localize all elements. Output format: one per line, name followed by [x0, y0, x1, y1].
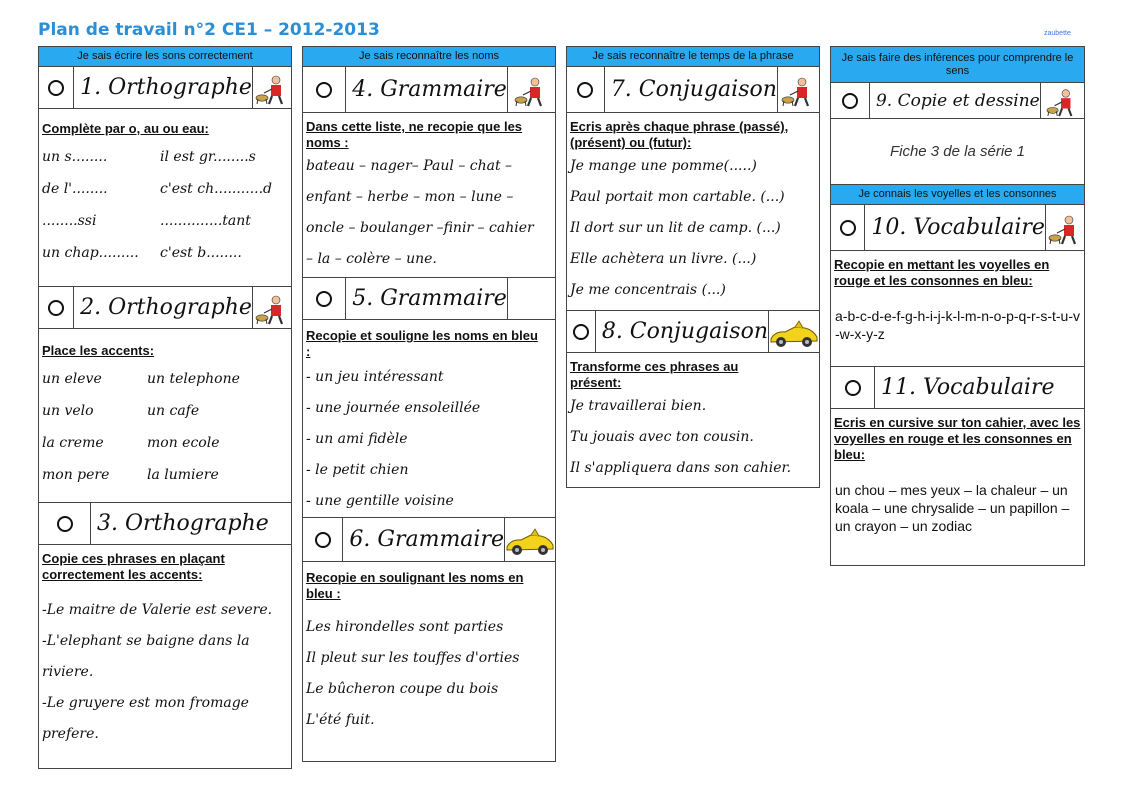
exercise-7-lines: [567, 151, 819, 306]
list-item: un eleve: [42, 371, 102, 387]
exercise-1-header[interactable]: [39, 67, 291, 109]
list-item: un cafe: [147, 403, 200, 419]
exercise-1-instruction: Complète par o, au ou eau:: [42, 121, 209, 136]
exercise-5-lines: [303, 360, 555, 517]
skill-header: Je sais reconnaître le temps de la phrase: [567, 47, 819, 67]
column-conjugaison: [566, 46, 820, 488]
list-item: L'été fuit.: [306, 712, 375, 728]
checkbox-circle-icon[interactable]: [303, 67, 346, 112]
checkbox-circle-icon[interactable]: [831, 205, 865, 250]
exercise-11-text: un chou – mes yeux – la chaleur – un koala – une chrysalide – un papillon – un crayon – un zodiac: [835, 482, 1070, 534]
walker-dog-icon: [507, 67, 555, 112]
list-item: un telephone: [147, 371, 240, 387]
list-item: bateau – nager– Paul – chat –: [306, 158, 513, 174]
list-item: prefere.: [42, 726, 99, 742]
exercise-3-lines: [39, 583, 291, 750]
list-item: il est gr........s: [160, 149, 256, 165]
exercise-8-lines: [567, 391, 819, 484]
list-item: -Le gruyere est mon fromage: [42, 695, 249, 711]
list-item: Je travaillerai bien.: [570, 398, 707, 414]
list-item: de l'........: [42, 181, 108, 197]
exercise-11-title: 11. Vocabulaire: [881, 375, 1055, 400]
list-item: Il s'appliquera dans son cahier.: [570, 460, 792, 476]
walker-dog-icon: [252, 287, 291, 328]
walker-dog-icon: [777, 67, 819, 112]
list-item: -Le maitre de Valerie est severe.: [42, 602, 273, 618]
list-item: Les hirondelles sont parties: [306, 619, 504, 635]
list-item: Il pleut sur les touffes d'orties: [306, 650, 520, 666]
exercise-7-instruction: Ecris après chaque phrase (passé), (présent) ou (futur):: [570, 119, 789, 150]
walker-dog-icon: [1045, 205, 1084, 250]
exercise-11-body: [831, 409, 1084, 539]
list-item: mon ecole: [147, 435, 220, 451]
list-item: - une journée ensoleillée: [306, 400, 481, 416]
checkbox-circle-icon[interactable]: [39, 67, 74, 108]
exercise-3-body: [39, 545, 291, 750]
list-item: un velo: [42, 403, 94, 419]
checkbox-circle-icon[interactable]: [303, 518, 343, 561]
exercise-2-title: 2. Orthographe: [80, 295, 252, 320]
exercise-1-body: [39, 109, 291, 287]
exercise-4-header[interactable]: [303, 67, 555, 113]
list-item: - une gentille voisine: [306, 493, 454, 509]
list-item: Le bûcheron coupe du bois: [306, 681, 499, 697]
race-car-icon: [504, 518, 555, 561]
exercise-4-instruction: Dans cette liste, ne recopie que les noms :: [306, 119, 523, 150]
list-item: Elle achètera un livre. (...): [570, 251, 757, 267]
exercise-5-title: 5. Grammaire: [352, 286, 507, 311]
checkbox-circle-icon[interactable]: [567, 67, 605, 112]
exercise-4-lines: [303, 151, 555, 275]
exercise-3-instruction: Copie ces phrases en plaçant correctement les accents:: [42, 551, 225, 582]
skill-header: Je sais reconnaître les noms: [303, 47, 555, 67]
column-inferences-vocabulaire: [830, 46, 1085, 566]
exercise-8-header[interactable]: [567, 311, 819, 353]
list-item: un chap.........: [42, 245, 139, 261]
exercise-6-header[interactable]: [303, 518, 555, 562]
exercise-10-text: a-b-c-d-e-f-g-h-i-j-k-l-m-n-o-p-q-r-s-t-u-v-w-x-y-z: [835, 308, 1080, 342]
exercise-10-header[interactable]: [831, 205, 1084, 251]
list-item: Paul portait mon cartable. (...): [570, 189, 785, 205]
list-item: c'est b........: [160, 245, 242, 261]
checkbox-circle-icon[interactable]: [831, 83, 870, 118]
exercise-9-text: Fiche 3 de la série 1: [889, 143, 1026, 160]
checkbox-circle-icon[interactable]: [303, 278, 346, 319]
list-item: - un jeu intéressant: [306, 369, 444, 385]
walker-dog-icon: [1040, 83, 1084, 118]
list-item: – la – colère – une.: [306, 251, 437, 267]
race-car-icon: [768, 311, 819, 352]
checkbox-circle-icon[interactable]: [831, 367, 875, 408]
skill-header: Je connais les voyelles et les consonnes: [831, 185, 1084, 205]
exercise-11-header[interactable]: [831, 367, 1084, 409]
exercise-3-title: 3. Orthographe: [97, 511, 269, 536]
list-item: ........ssi: [42, 213, 97, 229]
exercise-2-instruction: Place les accents:: [42, 343, 155, 358]
skill-header: Je sais écrire les sons correctement: [39, 47, 291, 67]
exercise-6-lines: [303, 602, 555, 736]
exercise-7-body: [567, 113, 819, 311]
exercise-5-instruction: Recopie et souligne les noms en bleu :: [306, 328, 538, 359]
empty-icon-slot: [507, 278, 555, 319]
exercise-6-title: 6. Grammaire: [349, 527, 504, 552]
exercise-1-title: 1. Orthographe: [80, 75, 252, 100]
exercise-1-items: [39, 137, 291, 269]
list-item: mon pere: [42, 467, 110, 483]
exercise-5-body: [303, 320, 555, 518]
column-grammaire: [302, 46, 556, 762]
list-item: c'est ch...........d: [160, 181, 273, 197]
exercise-7-header[interactable]: [567, 67, 819, 113]
list-item: Je mange une pomme(.....): [570, 158, 757, 174]
exercise-9-title: 9. Copie et dessine: [875, 90, 1040, 111]
list-item: la lumiere: [147, 467, 219, 483]
exercise-6-instruction: Recopie en soulignant les noms en bleu :: [306, 570, 524, 601]
exercise-10-instruction: Recopie en mettant les voyelles en rouge et les consonnes en bleu:: [834, 257, 1050, 288]
list-item: Il dort sur un lit de camp. (...): [570, 220, 781, 236]
walker-dog-icon: [252, 67, 291, 108]
list-item: la creme: [42, 435, 104, 451]
list-item: - un ami fidèle: [306, 431, 408, 447]
list-item: ..............tant: [160, 213, 251, 229]
exercise-2-body: [39, 329, 291, 503]
exercise-5-header[interactable]: [303, 278, 555, 320]
list-item: riviere.: [42, 664, 94, 680]
exercise-4-body: [303, 113, 555, 278]
exercise-10-body: [831, 251, 1084, 367]
author-label: zaubette: [1044, 30, 1071, 37]
exercise-8-body: [567, 353, 819, 484]
exercise-8-instruction: Transforme ces phrases au présent:: [570, 359, 739, 390]
list-item: un s........: [42, 149, 108, 165]
list-item: Tu jouais avec ton cousin.: [570, 429, 754, 445]
exercise-3-header[interactable]: [39, 503, 291, 545]
list-item: enfant – herbe – mon – lune –: [306, 189, 514, 205]
skill-header: Je sais faire des inférences pour comprendre le sens: [831, 47, 1084, 83]
exercise-10-title: 10. Vocabulaire: [871, 215, 1045, 240]
list-item: - le petit chien: [306, 462, 409, 478]
exercise-8-title: 8. Conjugaison: [601, 319, 768, 344]
exercise-2-header[interactable]: [39, 287, 291, 329]
list-item: -L'elephant se baigne dans la: [42, 633, 250, 649]
list-item: oncle – boulanger –finir – cahier: [306, 220, 534, 236]
column-orthographe: [38, 46, 292, 769]
checkbox-circle-icon[interactable]: [39, 287, 74, 328]
exercise-9-body: [831, 119, 1084, 185]
list-item: Je me concentrais (...): [570, 282, 726, 298]
exercise-7-title: 7. Conjugaison: [610, 77, 777, 102]
exercise-9-header[interactable]: [831, 83, 1084, 119]
exercise-6-body: [303, 562, 555, 736]
exercise-11-instruction: Ecris en cursive sur ton cahier, avec les voyelles en rouge et les consonnes en bleu:: [834, 415, 1081, 462]
checkbox-circle-icon[interactable]: [567, 311, 596, 352]
page-title: Plan de travail n°2 CE1 – 2012-2013: [38, 20, 380, 40]
checkbox-circle-icon[interactable]: [39, 503, 91, 544]
exercise-4-title: 4. Grammaire: [352, 77, 507, 102]
exercise-2-items: [39, 359, 291, 491]
